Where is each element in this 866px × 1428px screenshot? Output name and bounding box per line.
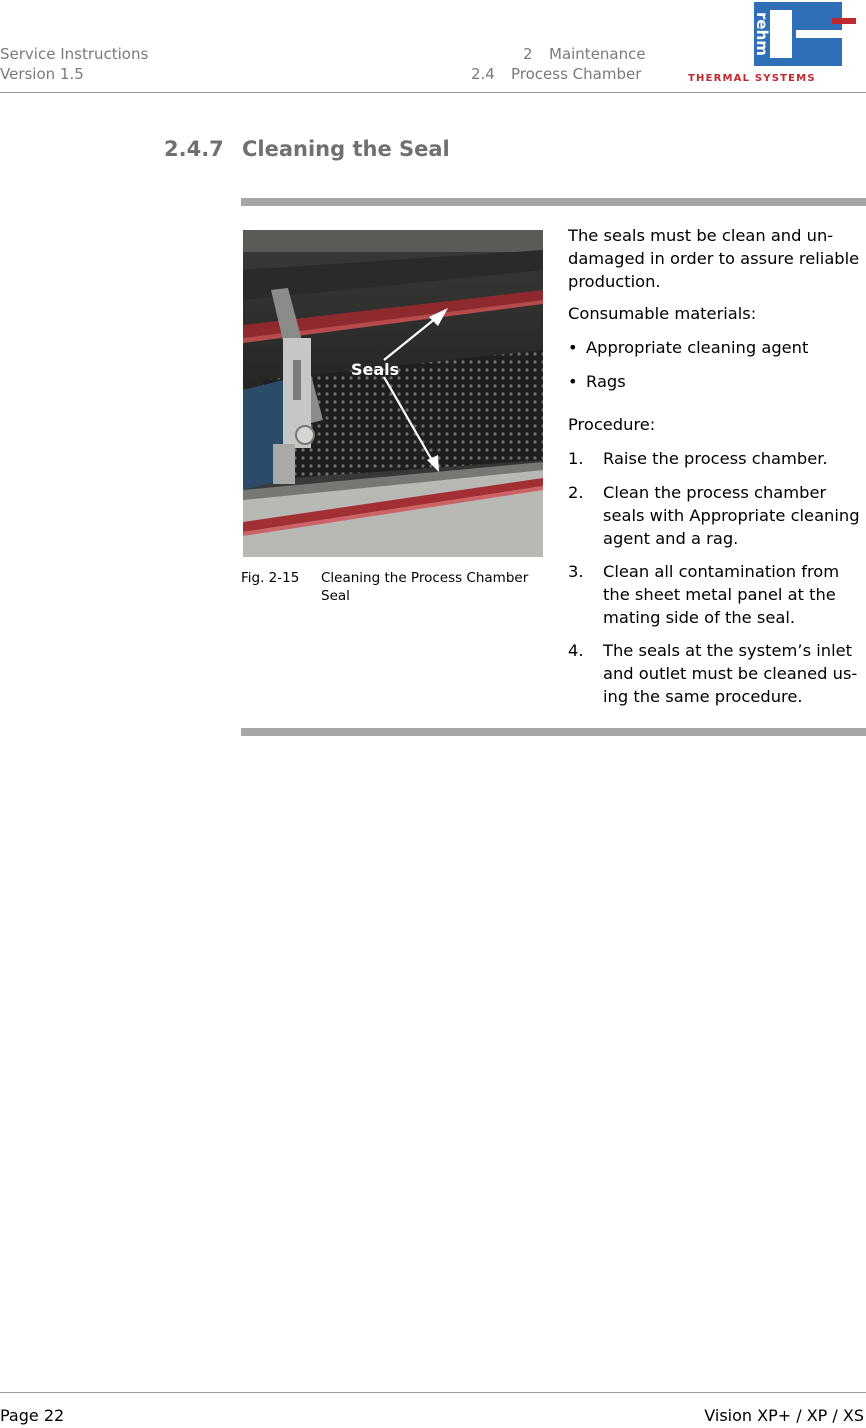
header-doc-type: Service Instructions (0, 45, 149, 63)
materials-heading: Consumable materials: (568, 304, 757, 323)
material-item: • Rags (568, 372, 626, 391)
section-bottom-bar (241, 728, 866, 736)
header-version: Version 1.5 (0, 65, 84, 83)
procedure-step: 4. The seals at the system’s inlet and outlet must be cleaned us-ing the same procedure. (568, 641, 858, 706)
procedure-step: 2. Clean the process chamber seals with Appropriate cleaning agent and a rag. (568, 483, 860, 548)
procedure-heading: Procedure: (568, 415, 656, 434)
section-number: 2.4.7 (164, 137, 224, 161)
logo-wordmark: rehm (753, 12, 771, 56)
figure-number: Fig. 2-15 (241, 570, 300, 586)
header-divider (0, 92, 866, 93)
rehm-logo (686, 2, 856, 86)
header-section-num: 2.4 (471, 65, 495, 83)
page-number: Page 22 (0, 1406, 65, 1425)
intro-paragraph: The seals must be clean and un-damaged in order to assure reliable production. (568, 226, 860, 291)
procedure-step: 3. Clean all contamination from the sheet metal panel at the mating side of the seal. (568, 562, 840, 627)
header-chapter-num: 2 (523, 45, 533, 63)
logo-subtitle: THERMAL SYSTEMS (688, 73, 816, 84)
procedure-text (568, 224, 866, 708)
bullet-icon: • (568, 338, 578, 357)
bullet-icon: • (568, 372, 578, 391)
seal-photo (243, 230, 543, 557)
section-top-bar (241, 198, 866, 206)
procedure-step: 1. Raise the process chamber. (568, 449, 828, 468)
header-section-title: Process Chamber (511, 65, 642, 83)
section-title: Cleaning the Seal (242, 137, 450, 161)
footer-divider (0, 1392, 866, 1393)
product-name: Vision XP+ / XP / XS (704, 1406, 864, 1425)
figure-caption: Cleaning the Process Chamber Seal (321, 570, 529, 604)
header-chapter-title: Maintenance (549, 45, 646, 63)
material-item: • Appropriate cleaning agent (568, 338, 809, 357)
seals-label: Seals (351, 360, 400, 379)
